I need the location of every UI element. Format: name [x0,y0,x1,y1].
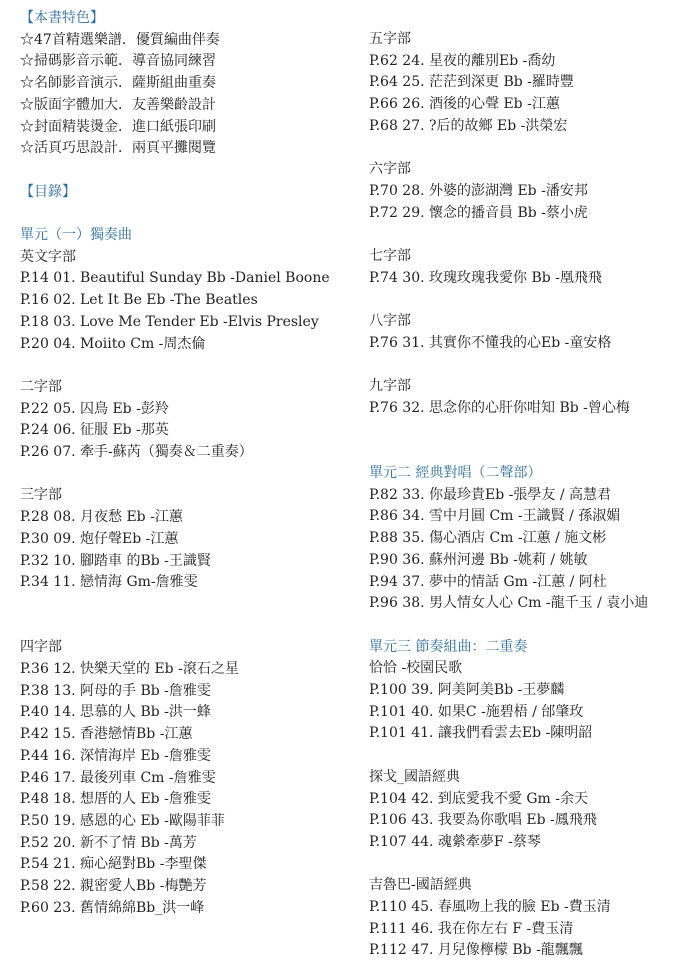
feature-item: ☆封面精裝燙金．進口紙張印刷 [20,118,216,135]
section-label: 七字部 [369,248,411,264]
feature-item: ☆活頁巧思設計．兩頁平攤閱覽 [20,140,216,157]
feature-item: ☆掃碼影音示範．導音協同練習 [20,53,216,70]
toc-entry: P.106 43. 我要為你歌唱 Eb -鳳飛飛 [369,812,597,829]
toc-entry: P.86 34. 雪中月圓 Cm -王識賢 / 孫淑媚 [369,508,621,525]
toc-entry: P.30 09. 炮仔聲Eb -江蕙 [20,530,179,547]
section-label: 五字部 [369,31,411,47]
toc-entry: P.44 16. 深情海岸 Eb -詹雅雯 [20,747,211,764]
toc-entry: P.54 21. 痴心絕對Bb -李聖傑 [20,856,207,873]
toc-entry: P.68 27. ?后的故鄉 Eb -洪榮宏 [369,117,568,134]
left-column [20,8,360,919]
toc-entry: P.22 05. 囚鳥 Eb -彭羚 [20,400,169,417]
toc-entry: P.90 36. 蘇州河邊 Bb -姚莉 / 姚敏 [369,551,588,568]
toc-entry: P.24 06. 征服 Eb -那英 [20,422,169,439]
toc-entry: P.18 03. Love Me Tender Eb -Elvis Presley [20,313,319,330]
unit2-title: 單元二 經典對唱（二聲部） [369,464,542,481]
toc-entry: P.52 20. 新不了情 Bb -萬芳 [20,834,197,851]
unit1-title: 單元（一）獨奏曲 [20,227,132,243]
toc-entry: P.36 12. 快樂天堂的 Eb -滾石之星 [20,661,239,678]
toc-entry: P.64 25. 茫茫到深更 Bb -羅時豐 [369,74,574,91]
toc-entry: P.46 17. 最後列車 Cm -詹雅雯 [20,769,216,786]
toc-entry: P.34 11. 戀情海 Gm-詹雅雯 [20,574,198,591]
toc-heading: 【目錄】 [20,183,76,200]
toc-entry: P.42 15. 香港戀情Bb -江蕙 [20,726,193,743]
section-label: 四字部 [20,639,62,656]
section-label: 六字部 [369,161,411,178]
section-label: 探戈_國語經典 [369,768,460,785]
toc-entry: P.104 42. 到底愛我不愛 Gm -余天 [369,790,589,807]
right-column [369,29,694,962]
toc-entry: P.48 18. 想厝的人 Eb -詹雅雯 [20,791,211,808]
section-label: 三字部 [20,487,62,504]
toc-entry: P.60 23. 舊情綿綿Bb_洪一峰 [20,899,205,916]
toc-entry: P.20 04. Moiito Cm -周杰倫 [20,335,206,352]
toc-entry: P.107 44. 魂縈牽夢F -蔡琴 [369,833,541,850]
toc-entry: P.82 33. 你最珍貴Eb -張學友 / 高慧君 [369,486,611,503]
toc-entry: P.58 22. 親密愛人Bb -梅艷芳 [20,878,207,895]
toc-entry: P.50 19. 感恩的心 Eb -歐陽菲菲 [20,812,225,829]
toc-entry: P.38 13. 阿母的手 Bb -詹雅雯 [20,682,211,699]
toc-entry: P.111 46. 我在你左右 F -費玉清 [369,920,574,937]
features-heading: 【本書特色】 [20,10,104,26]
toc-entry: P.76 31. 其實你不懂我的心Eb -童安格 [369,334,612,351]
toc-entry: P.62 24. 星夜的離別Eb -喬幼 [369,52,556,69]
toc-entry: P.74 30. 玫瑰玫瑰我愛你 Bb -凰飛飛 [369,269,602,286]
feature-item: ☆47首精選樂譜．優質編曲伴奏 [20,31,220,48]
section-label: 八字部 [369,313,411,330]
section-label: 二字部 [20,378,62,395]
toc-entry: P.72 29. 懷念的播音員 Bb -蔡小虎 [369,204,588,221]
toc-entry: P.112 47. 月兒像檸檬 Bb -龍飄飄 [369,942,583,959]
toc-entry: P.66 26. 酒後的心聲 Eb -江蕙 [369,96,560,113]
toc-entry: P.96 38. 男人情女人心 Cm -龍千玉 / 袁小迪 [369,595,649,612]
toc-entry: P.26 07. 牽手-蘇芮（獨奏＆二重奏） [20,444,253,461]
toc-entry: P.28 08. 月夜愁 Eb -江蕙 [20,509,183,526]
section-label: 吉魯巴-國語經典 [369,877,472,894]
feature-item: ☆版面字體加大．友善樂齡設計 [20,96,216,113]
toc-entry: P.101 41. 讓我們看雲去Eb -陳明韶 [369,725,593,742]
toc-entry: P.40 14. 思慕的人 Bb -洪一蜂 [20,704,211,721]
toc-entry: P.100 39. 阿美阿美Bb -王夢麟 [369,682,565,698]
feature-item: ☆名師影音演示．薩斯組曲重奏 [20,75,216,92]
toc-entry: P.16 02. Let It Be Eb -The Beatles [20,292,258,309]
section-label: 英文字部 [20,248,76,265]
toc-entry: P.32 10. 腳踏車 的Bb -王識賢 [20,552,211,569]
toc-entry: P.70 28. 外婆的澎湖灣 Eb -潘安邦 [369,182,588,199]
section-label: 恰恰 -校園民歌 [369,660,463,677]
toc-entry: P.76 32. 思念你的心肝你咁知 Bb -曾心梅 [369,399,630,416]
toc-entry: P.110 45. 春風吻上我的臉 Eb -費玉清 [369,899,611,915]
toc-entry: P.94 37. 夢中的情話 Gm -江蕙 / 阿杜 [369,573,607,590]
toc-entry: P.101 40. 如果C -施碧梧 / 邰肇玫 [369,703,584,720]
section-label: 九字部 [369,378,411,395]
toc-entry: P.14 01. Beautiful Sunday Bb -Daniel Boone [20,270,330,287]
unit3-title: 單元三 節奏組曲：二重奏 [369,638,528,655]
toc-entry: P.88 35. 傷心酒店 Cm -江蕙 / 施文彬 [369,530,607,547]
